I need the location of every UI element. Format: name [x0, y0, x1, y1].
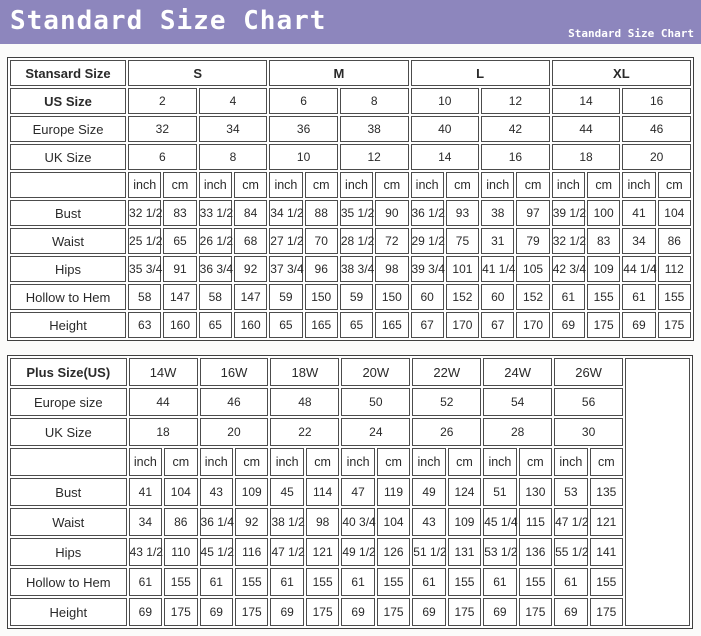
- measurement-cell: 39 3/4: [411, 256, 444, 282]
- measurement-cell: 83: [163, 200, 196, 226]
- measurement-cell: 155: [164, 568, 197, 596]
- row-label: Waist: [10, 228, 126, 254]
- size-cell: 50: [341, 388, 410, 416]
- measurement-cell: 175: [377, 598, 410, 626]
- measurement-cell: 69: [129, 598, 162, 626]
- unit-inch-header: inch: [622, 172, 655, 198]
- measurement-cell: 121: [590, 508, 623, 536]
- size-cell: 34: [199, 116, 268, 142]
- measurement-cell: 86: [658, 228, 691, 254]
- size-cell: 26: [412, 418, 481, 446]
- size-cell: 14: [411, 144, 480, 170]
- size-cell: 52: [412, 388, 481, 416]
- row-label: UK Size: [10, 144, 126, 170]
- measurement-cell: 114: [306, 478, 339, 506]
- measurement-cell: 155: [587, 284, 620, 310]
- measurement-cell: 60: [411, 284, 444, 310]
- size-group-header: 18W: [270, 358, 339, 386]
- unit-inch-header: inch: [483, 448, 516, 476]
- size-cell: 48: [270, 388, 339, 416]
- page-title: Standard Size Chart: [10, 6, 327, 36]
- plus-size-table: [7, 355, 693, 629]
- unit-inch-header: inch: [129, 448, 162, 476]
- size-cell: 30: [554, 418, 623, 446]
- size-cell: 32: [128, 116, 197, 142]
- measurement-cell: 36 1/2: [411, 200, 444, 226]
- unit-inch-header: inch: [270, 448, 303, 476]
- size-cell: 10: [411, 88, 480, 114]
- unit-inch-header: inch: [481, 172, 514, 198]
- row-label: Height: [10, 312, 126, 338]
- size-group-header: 26W: [554, 358, 623, 386]
- measurement-cell: 170: [446, 312, 479, 338]
- measurement-cell: 170: [516, 312, 549, 338]
- measurement-cell: 104: [377, 508, 410, 536]
- size-cell: 20: [622, 144, 691, 170]
- unit-inch-header: inch: [128, 172, 161, 198]
- measurement-cell: 121: [306, 538, 339, 566]
- unit-cm-header: cm: [306, 448, 339, 476]
- size-cell: 46: [622, 116, 691, 142]
- size-cell: 42: [481, 116, 550, 142]
- measurement-cell: 59: [340, 284, 373, 310]
- measurement-cell: 175: [519, 598, 552, 626]
- measurement-row: [10, 284, 691, 310]
- measurement-cell: 109: [587, 256, 620, 282]
- unit-cm-header: cm: [375, 172, 408, 198]
- measurement-row: [10, 478, 690, 506]
- measurement-cell: 61: [200, 568, 233, 596]
- measurement-cell: 126: [377, 538, 410, 566]
- size-cell: 4: [199, 88, 268, 114]
- measurement-cell: 175: [164, 598, 197, 626]
- measurement-cell: 61: [554, 568, 587, 596]
- measurement-cell: 83: [587, 228, 620, 254]
- measurement-cell: 35 3/4: [128, 256, 161, 282]
- measurement-cell: 115: [519, 508, 552, 536]
- measurement-cell: 34: [129, 508, 162, 536]
- measurement-cell: 53 1/2: [483, 538, 516, 566]
- measurement-cell: 98: [375, 256, 408, 282]
- measurement-cell: 41: [129, 478, 162, 506]
- measurement-cell: 69: [483, 598, 516, 626]
- size-row: [10, 388, 690, 416]
- measurement-cell: 51: [483, 478, 516, 506]
- row-label: Hollow to Hem: [10, 284, 126, 310]
- measurement-row: [10, 568, 690, 596]
- measurement-cell: 45: [270, 478, 303, 506]
- measurement-cell: 105: [516, 256, 549, 282]
- corner-label: Stansard Size: [10, 60, 126, 86]
- measurement-cell: 47: [341, 478, 374, 506]
- size-cell: 38: [340, 116, 409, 142]
- size-cell: 18: [129, 418, 198, 446]
- unit-inch-header: inch: [552, 172, 585, 198]
- size-cell: 6: [128, 144, 197, 170]
- unit-inch-header: inch: [269, 172, 302, 198]
- row-label: Bust: [10, 200, 126, 226]
- unit-cm-header: cm: [163, 172, 196, 198]
- size-cell: 6: [269, 88, 338, 114]
- measurement-cell: 130: [519, 478, 552, 506]
- measurement-cell: 70: [305, 228, 338, 254]
- measurement-cell: 69: [412, 598, 445, 626]
- unit-cm-header: cm: [448, 448, 481, 476]
- measurement-cell: 98: [306, 508, 339, 536]
- measurement-cell: 43: [412, 508, 445, 536]
- measurement-cell: 36 1/4: [200, 508, 233, 536]
- size-cell: 10: [269, 144, 338, 170]
- measurement-cell: 38 1/2: [270, 508, 303, 536]
- measurement-row: [10, 256, 691, 282]
- size-cell: 14: [552, 88, 621, 114]
- unit-inch-header: inch: [341, 448, 374, 476]
- measurement-cell: 119: [377, 478, 410, 506]
- measurement-cell: 110: [164, 538, 197, 566]
- measurement-cell: 63: [128, 312, 161, 338]
- measurement-cell: 79: [516, 228, 549, 254]
- measurement-cell: 32 1/2: [552, 228, 585, 254]
- measurement-cell: 43: [200, 478, 233, 506]
- measurement-cell: 155: [448, 568, 481, 596]
- size-group-header: 22W: [412, 358, 481, 386]
- measurement-cell: 69: [552, 312, 585, 338]
- size-cell: 44: [129, 388, 198, 416]
- measurement-cell: 136: [519, 538, 552, 566]
- measurement-cell: 150: [375, 284, 408, 310]
- measurement-cell: 61: [341, 568, 374, 596]
- measurement-cell: 61: [552, 284, 585, 310]
- measurement-cell: 40 3/4: [341, 508, 374, 536]
- size-row: [10, 88, 691, 114]
- measurement-cell: 25 1/2: [128, 228, 161, 254]
- size-chart-banner: [0, 0, 701, 44]
- size-group-header: M: [269, 60, 408, 86]
- unit-row: [10, 172, 691, 198]
- row-label: Europe Size: [10, 116, 126, 142]
- row-label: Europe size: [10, 388, 127, 416]
- measurement-cell: 135: [590, 478, 623, 506]
- measurement-cell: 44 1/4: [622, 256, 655, 282]
- measurement-row: [10, 508, 690, 536]
- measurement-cell: 175: [448, 598, 481, 626]
- size-cell: 24: [341, 418, 410, 446]
- measurement-cell: 175: [587, 312, 620, 338]
- measurement-cell: 97: [516, 200, 549, 226]
- unit-cm-header: cm: [164, 448, 197, 476]
- row-label: Hips: [10, 256, 126, 282]
- measurement-cell: 26 1/2: [199, 228, 232, 254]
- measurement-cell: 29 1/2: [411, 228, 444, 254]
- measurement-cell: 34: [622, 228, 655, 254]
- measurement-cell: 37 3/4: [269, 256, 302, 282]
- measurement-cell: 160: [234, 312, 267, 338]
- measurement-cell: 58: [199, 284, 232, 310]
- measurement-cell: 155: [377, 568, 410, 596]
- measurement-cell: 165: [375, 312, 408, 338]
- size-group-header: L: [411, 60, 550, 86]
- measurement-cell: 69: [200, 598, 233, 626]
- size-cell: 28: [483, 418, 552, 446]
- size-cell: 16: [481, 144, 550, 170]
- measurement-cell: 96: [305, 256, 338, 282]
- measurement-cell: 33 1/2: [199, 200, 232, 226]
- measurement-cell: 31: [481, 228, 514, 254]
- measurement-cell: 41 1/4: [481, 256, 514, 282]
- measurement-cell: 155: [519, 568, 552, 596]
- size-cell: 36: [269, 116, 338, 142]
- row-label: US Size: [10, 88, 126, 114]
- size-cell: 22: [270, 418, 339, 446]
- measurement-cell: 124: [448, 478, 481, 506]
- measurement-cell: 101: [446, 256, 479, 282]
- size-cell: 16: [622, 88, 691, 114]
- size-cell: 12: [481, 88, 550, 114]
- measurement-cell: 93: [446, 200, 479, 226]
- measurement-cell: 91: [163, 256, 196, 282]
- measurement-cell: 155: [306, 568, 339, 596]
- measurement-cell: 152: [516, 284, 549, 310]
- size-row: [10, 418, 690, 446]
- measurement-cell: 59: [269, 284, 302, 310]
- measurement-cell: 42 3/4: [552, 256, 585, 282]
- measurement-cell: 60: [481, 284, 514, 310]
- unit-cm-header: cm: [590, 448, 623, 476]
- row-label: Bust: [10, 478, 127, 506]
- measurement-cell: 53: [554, 478, 587, 506]
- unit-cm-header: cm: [516, 172, 549, 198]
- unit-cm-header: cm: [658, 172, 691, 198]
- measurement-cell: 65: [340, 312, 373, 338]
- measurement-cell: 175: [590, 598, 623, 626]
- measurement-cell: 32 1/2: [128, 200, 161, 226]
- measurement-cell: 160: [163, 312, 196, 338]
- page-subtitle: Standard Size Chart: [568, 27, 694, 40]
- measurement-cell: 131: [448, 538, 481, 566]
- measurement-cell: 38 3/4: [340, 256, 373, 282]
- measurement-cell: 34 1/2: [269, 200, 302, 226]
- measurement-cell: 109: [448, 508, 481, 536]
- unit-inch-header: inch: [412, 448, 445, 476]
- measurement-cell: 65: [163, 228, 196, 254]
- corner-label: Plus Size(US): [10, 358, 127, 386]
- unit-cm-header: cm: [234, 172, 267, 198]
- measurement-row: [10, 200, 691, 226]
- unit-cm-header: cm: [305, 172, 338, 198]
- measurement-cell: 69: [270, 598, 303, 626]
- measurement-cell: 27 1/2: [269, 228, 302, 254]
- measurement-cell: 75: [446, 228, 479, 254]
- unit-cm-header: cm: [446, 172, 479, 198]
- unit-inch-header: inch: [200, 448, 233, 476]
- row-label: Hollow to Hem: [10, 568, 127, 596]
- measurement-cell: 69: [622, 312, 655, 338]
- measurement-cell: 67: [411, 312, 444, 338]
- standard-size-table: [7, 57, 694, 341]
- measurement-cell: 61: [129, 568, 162, 596]
- measurement-cell: 92: [235, 508, 268, 536]
- measurement-cell: 47 1/2: [554, 508, 587, 536]
- measurement-cell: 49: [412, 478, 445, 506]
- measurement-cell: 61: [483, 568, 516, 596]
- size-cell: 46: [200, 388, 269, 416]
- measurement-cell: 150: [305, 284, 338, 310]
- size-row: [10, 144, 691, 170]
- measurement-cell: 147: [234, 284, 267, 310]
- measurement-cell: 84: [234, 200, 267, 226]
- row-label-empty: [10, 448, 127, 476]
- measurement-cell: 65: [269, 312, 302, 338]
- size-cell: 8: [199, 144, 268, 170]
- measurement-cell: 38: [481, 200, 514, 226]
- unit-inch-header: inch: [199, 172, 232, 198]
- measurement-cell: 28 1/2: [340, 228, 373, 254]
- row-label: Hips: [10, 538, 127, 566]
- size-cell: 20: [200, 418, 269, 446]
- measurement-cell: 86: [164, 508, 197, 536]
- size-cell: 44: [552, 116, 621, 142]
- size-cell: 2: [128, 88, 197, 114]
- measurement-cell: 155: [235, 568, 268, 596]
- measurement-cell: 109: [235, 478, 268, 506]
- measurement-cell: 175: [658, 312, 691, 338]
- measurement-cell: 155: [658, 284, 691, 310]
- measurement-cell: 55 1/2: [554, 538, 587, 566]
- measurement-cell: 100: [587, 200, 620, 226]
- unit-row: [10, 448, 690, 476]
- unit-cm-header: cm: [377, 448, 410, 476]
- measurement-cell: 147: [163, 284, 196, 310]
- measurement-cell: 68: [234, 228, 267, 254]
- measurement-cell: 116: [235, 538, 268, 566]
- measurement-cell: 58: [128, 284, 161, 310]
- measurement-cell: 45 1/2: [200, 538, 233, 566]
- unit-inch-header: inch: [411, 172, 444, 198]
- measurement-row: [10, 312, 691, 338]
- measurement-cell: 88: [305, 200, 338, 226]
- measurement-cell: 90: [375, 200, 408, 226]
- measurement-cell: 47 1/2: [270, 538, 303, 566]
- row-label: Waist: [10, 508, 127, 536]
- group-header-row: [10, 60, 691, 86]
- measurement-cell: 61: [270, 568, 303, 596]
- measurement-cell: 104: [658, 200, 691, 226]
- size-cell: 18: [552, 144, 621, 170]
- measurement-row: [10, 538, 690, 566]
- measurement-cell: 41: [622, 200, 655, 226]
- size-group-header: 20W: [341, 358, 410, 386]
- measurement-row: [10, 228, 691, 254]
- measurement-cell: 175: [306, 598, 339, 626]
- unit-cm-header: cm: [519, 448, 552, 476]
- size-cell: 40: [411, 116, 480, 142]
- size-group-header: S: [128, 60, 267, 86]
- measurement-cell: 141: [590, 538, 623, 566]
- measurement-cell: 92: [234, 256, 267, 282]
- measurement-cell: 69: [554, 598, 587, 626]
- unit-cm-header: cm: [235, 448, 268, 476]
- measurement-cell: 165: [305, 312, 338, 338]
- size-cell: 54: [483, 388, 552, 416]
- measurement-cell: 49 1/2: [341, 538, 374, 566]
- measurement-cell: 43 1/2: [129, 538, 162, 566]
- measurement-cell: 67: [481, 312, 514, 338]
- size-group-header: 14W: [129, 358, 198, 386]
- size-row: [10, 116, 691, 142]
- size-cell: 12: [340, 144, 409, 170]
- measurement-cell: 112: [658, 256, 691, 282]
- measurement-cell: 61: [622, 284, 655, 310]
- empty-column: [625, 358, 690, 626]
- unit-inch-header: inch: [340, 172, 373, 198]
- measurement-cell: 155: [590, 568, 623, 596]
- measurement-cell: 51 1/2: [412, 538, 445, 566]
- row-label-empty: [10, 172, 126, 198]
- size-group-header: 16W: [200, 358, 269, 386]
- measurement-cell: 152: [446, 284, 479, 310]
- measurement-cell: 45 1/4: [483, 508, 516, 536]
- size-group-header: XL: [552, 60, 691, 86]
- measurement-cell: 69: [341, 598, 374, 626]
- measurement-cell: 65: [199, 312, 232, 338]
- size-group-header: 24W: [483, 358, 552, 386]
- size-cell: 56: [554, 388, 623, 416]
- measurement-row: [10, 598, 690, 626]
- measurement-cell: 175: [235, 598, 268, 626]
- row-label: UK Size: [10, 418, 127, 446]
- measurement-cell: 61: [412, 568, 445, 596]
- measurement-cell: 104: [164, 478, 197, 506]
- measurement-cell: 35 1/2: [340, 200, 373, 226]
- group-header-row: [10, 358, 690, 386]
- measurement-cell: 39 1/2: [552, 200, 585, 226]
- measurement-cell: 72: [375, 228, 408, 254]
- unit-cm-header: cm: [587, 172, 620, 198]
- measurement-cell: 36 3/4: [199, 256, 232, 282]
- row-label: Height: [10, 598, 127, 626]
- unit-inch-header: inch: [554, 448, 587, 476]
- size-cell: 8: [340, 88, 409, 114]
